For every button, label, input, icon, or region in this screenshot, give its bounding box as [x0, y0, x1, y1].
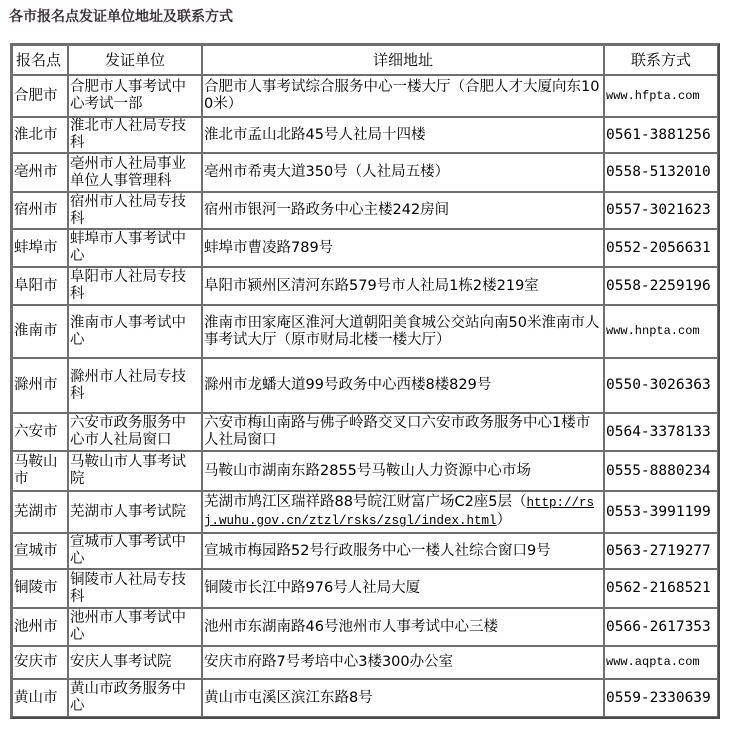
cell-contact-phone: 0550-3026363: [604, 358, 718, 413]
table-header-row: [12, 45, 718, 75]
cell-unit: 池州市人事考试中心: [68, 608, 202, 646]
cell-city: 蚌埠市: [12, 229, 68, 267]
cell-contact-phone: 0562-2168521: [604, 569, 718, 608]
cell-contact-phone: 0558-2259196: [604, 267, 718, 305]
cell-contact-phone: 0557-3021623: [604, 192, 718, 229]
cell-address: [202, 358, 604, 413]
table-row: [12, 569, 718, 608]
table-row: [12, 75, 718, 117]
table-row: [12, 413, 718, 451]
cell-address: [202, 229, 604, 267]
cell-city: 淮南市: [12, 305, 68, 358]
cell-address: [202, 117, 604, 153]
contacts-table: [10, 43, 720, 719]
cell-city: 池州市: [12, 608, 68, 646]
header-contact: 联系方式: [604, 45, 718, 75]
cell-city: 宿州市: [12, 192, 68, 229]
cell-address: [202, 305, 604, 358]
address-text: 铜陵市长江中路976号人社局大厦: [204, 580, 421, 596]
table-row: [12, 305, 718, 358]
cell-address: [202, 533, 604, 569]
cell-contact-phone: 0552-2056631: [604, 229, 718, 267]
address-text: 阜阳市颍州区清河东路579号市人社局1栋2楼219室: [204, 277, 539, 294]
address-link[interactable]: http://rsj.wuhu.gov.cn/ztzl/rsks/zsgl/index.html: [204, 496, 595, 528]
cell-unit: 宿州市人社局专技科: [68, 192, 202, 229]
table-row: [12, 533, 718, 569]
cell-city: 黄山市: [12, 679, 68, 717]
page-title: 各市报名点发证单位地址及联系方式: [9, 9, 233, 25]
address-text: 黄山市屯溪区滨江东路8号: [204, 689, 373, 706]
cell-city: 合肥市: [12, 75, 68, 117]
cell-city: 六安市: [12, 413, 68, 451]
address-text: 滁州市龙蟠大道99号政务中心西楼8楼829号: [204, 377, 492, 393]
cell-city: 滁州市: [12, 358, 68, 413]
cell-contact-phone: 0553-3991199: [604, 491, 718, 533]
table-row: [12, 267, 718, 305]
address-text: 芜湖市鸠江区瑞祥路88号皖江财富广场C2座5层（: [204, 494, 527, 510]
address-text: 宣城市梅园路52号行政服务中心一楼人社综合窗口9号: [204, 542, 551, 559]
cell-unit: 宣城市人事考试中心: [68, 533, 202, 569]
cell-unit: 黄山市政务服务中心: [68, 679, 202, 717]
cell-contact-phone: 0564-3378133: [604, 413, 718, 451]
cell-unit: 六安市政务服务中心市人社局窗口: [68, 413, 202, 451]
header-address: 详细地址: [202, 45, 604, 75]
header-city: 报名点: [12, 45, 68, 75]
cell-contact-phone: 0559-2330639: [604, 679, 718, 717]
cell-unit: 蚌埠市人事考试中心: [68, 229, 202, 267]
address-text: 马鞍山市湖南东路2855号马鞍山人力资源中心市场: [204, 462, 531, 479]
cell-address: [202, 569, 604, 608]
table-row: [12, 451, 718, 491]
address-text: 淮北市孟山北路45号人社局十四楼: [204, 126, 426, 143]
cell-unit: 安庆人事考试院: [68, 646, 202, 679]
cell-address: [202, 413, 604, 451]
header-unit: 发证单位: [68, 45, 202, 75]
cell-address: [202, 646, 604, 679]
cell-unit: 淮北市人社局专技科: [68, 117, 202, 153]
cell-address: [202, 192, 604, 229]
address-text: 六安市梅山南路与佛子岭路交叉口六安市政务服务中心1楼市人社局窗口: [204, 415, 591, 448]
cell-unit: 淮南市人事考试中心: [68, 305, 202, 358]
cell-contact-phone: 0558-5132010: [604, 153, 718, 192]
cell-city: 阜阳市: [12, 267, 68, 305]
table-row: [12, 117, 718, 153]
table-row: [12, 229, 718, 267]
table-row: [12, 646, 718, 679]
table-row: [12, 358, 718, 413]
address-text: 池州市东湖南路46号池州市人事考试中心三楼: [204, 618, 498, 635]
address-text: 蚌埠市曹凌路789号: [204, 239, 334, 256]
cell-city: 安庆市: [12, 646, 68, 679]
cell-city: 宣城市: [12, 533, 68, 569]
cell-address: [202, 451, 604, 491]
cell-unit: 阜阳市人社局专技科: [68, 267, 202, 305]
cell-contact-phone: 0563-2719277: [604, 533, 718, 569]
address-text: 合肥市人事考试综合服务中心一楼大厅（合肥人才大厦向东100米）: [204, 79, 600, 112]
cell-unit: 马鞍山市人事考试院: [68, 451, 202, 491]
cell-contact-website: www.hnpta.com: [604, 305, 718, 358]
cell-city: 芜湖市: [12, 491, 68, 533]
cell-address: [202, 153, 604, 192]
cell-unit: 亳州市人社局事业单位人事管理科: [68, 153, 202, 192]
address-text: 宿州市银河一路政务中心主楼242房间: [204, 202, 450, 218]
cell-contact-phone: 0566-2617353: [604, 608, 718, 646]
table-row: [12, 491, 718, 533]
table-row: [12, 192, 718, 229]
cell-contact-phone: 0555-8880234: [604, 451, 718, 491]
cell-unit: 铜陵市人社局专技科: [68, 569, 202, 608]
table-row: [12, 153, 718, 192]
cell-city: 铜陵市: [12, 569, 68, 608]
table-row: [12, 608, 718, 646]
cell-unit: 芜湖市人事考试院: [68, 491, 202, 533]
cell-address: [202, 75, 604, 117]
cell-unit: 合肥市人事考试中心考试一部: [68, 75, 202, 117]
cell-address: [202, 491, 604, 533]
cell-address: [202, 679, 604, 717]
cell-city: 马鞍山市: [12, 451, 68, 491]
cell-contact-phone: 0561-3881256: [604, 117, 718, 153]
address-text: 安庆市府路7号考培中心3楼300办公室: [204, 654, 454, 670]
cell-unit: 滁州市人社局专技科: [68, 358, 202, 413]
cell-city: 亳州市: [12, 153, 68, 192]
address-tail: ）: [496, 512, 512, 528]
cell-address: [202, 608, 604, 646]
cell-address: [202, 267, 604, 305]
cell-contact-website: www.hfpta.com: [604, 75, 718, 117]
address-text: 亳州市希夷大道350号（人社局五楼）: [204, 164, 450, 180]
cell-contact-website: www.aqpta.com: [604, 646, 718, 679]
cell-city: 淮北市: [12, 117, 68, 153]
table-row: [12, 679, 718, 717]
address-text: 淮南市田家庵区淮河大道朝阳美食城公交站向南50米淮南市人事考试大厅（原市财局北楼一楼大厅）: [204, 314, 600, 348]
